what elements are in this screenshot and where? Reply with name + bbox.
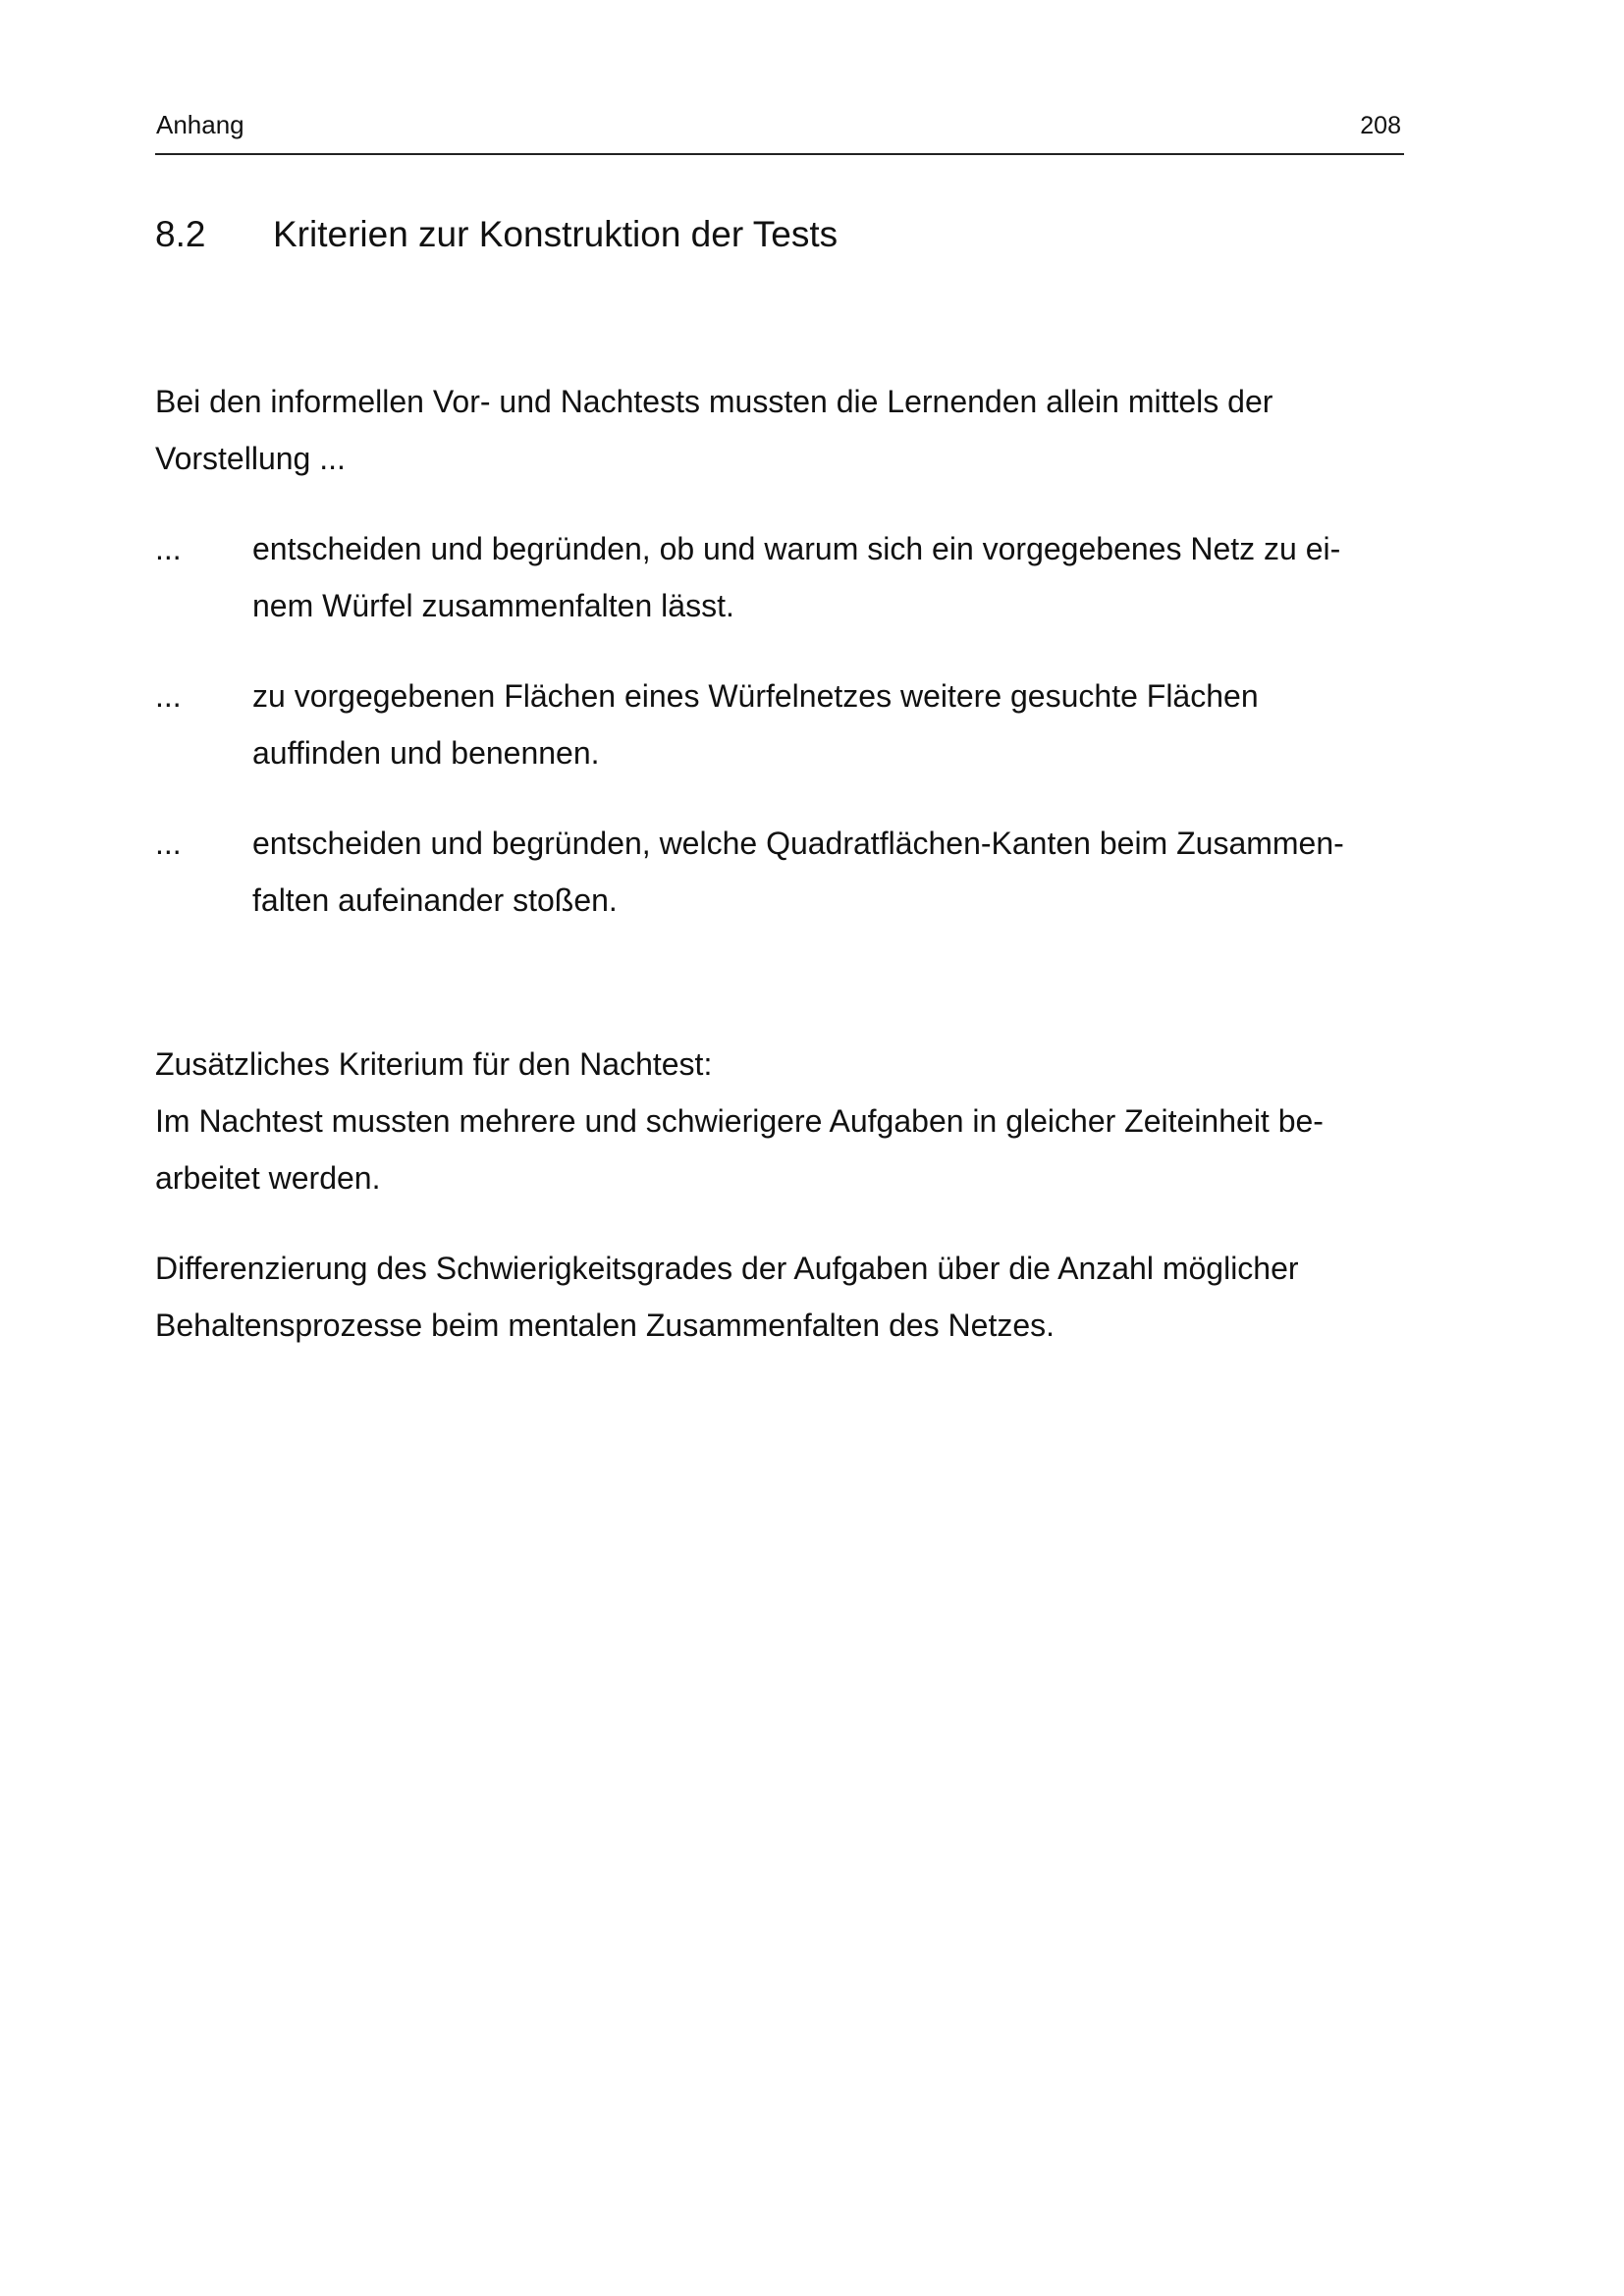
bullet-marker: ...	[155, 678, 182, 714]
bullet-line: nem Würfel zusammenfalten lässt.	[252, 588, 734, 623]
page-number: 208	[1360, 112, 1401, 139]
section-title: Kriterien zur Konstruktion der Tests	[273, 214, 839, 254]
intro-line: Bei den informellen Vor- und Nachtests mussten die Lernenden allein mittels der	[155, 384, 1273, 419]
paragraph-line: arbeitet werden.	[155, 1160, 381, 1196]
paragraph-line: Zusätzliches Kriterium für den Nachtest:	[155, 1046, 713, 1082]
bullet-text	[252, 815, 1344, 929]
bullet-line: entscheiden und begründen, welche Quadratflächen-Kanten beim Zusammen-	[252, 826, 1344, 861]
bullet-line: entscheiden und begründen, ob und warum sich ein vorgegebenes Netz zu ei-	[252, 531, 1341, 566]
bullet-text	[252, 520, 1340, 634]
paragraph-line: Differenzierung des Schwierigkeitsgrades der Aufgaben über die Anzahl möglicher	[155, 1251, 1299, 1286]
bullet-line: zu vorgegebenen Flächen eines Würfelnetzes weitere gesuchte Flächen	[252, 678, 1259, 714]
paragraph-line: Behaltensprozesse beim mentalen Zusammenfalten des Netzes.	[155, 1308, 1056, 1343]
bullet-marker: ...	[155, 531, 182, 566]
bullet-line: falten aufeinander stoßen.	[252, 882, 618, 918]
intro-line: Vorstellung ...	[155, 441, 346, 476]
differentiation-paragraph	[155, 1240, 1299, 1354]
section-number: 8.2	[155, 214, 206, 254]
page-header	[155, 106, 1404, 155]
section-heading	[155, 214, 838, 255]
bullet-line: auffinden und benennen.	[252, 735, 600, 771]
bullet-marker: ...	[155, 826, 182, 861]
bullet-text	[252, 667, 1259, 781]
intro-paragraph	[155, 373, 1272, 487]
additional-criterion-paragraph	[155, 1036, 1324, 1206]
running-header: Anhang	[156, 110, 244, 139]
paragraph-line: Im Nachtest mussten mehrere und schwierigere Aufgaben in gleicher Zeiteinheit be-	[155, 1103, 1324, 1139]
